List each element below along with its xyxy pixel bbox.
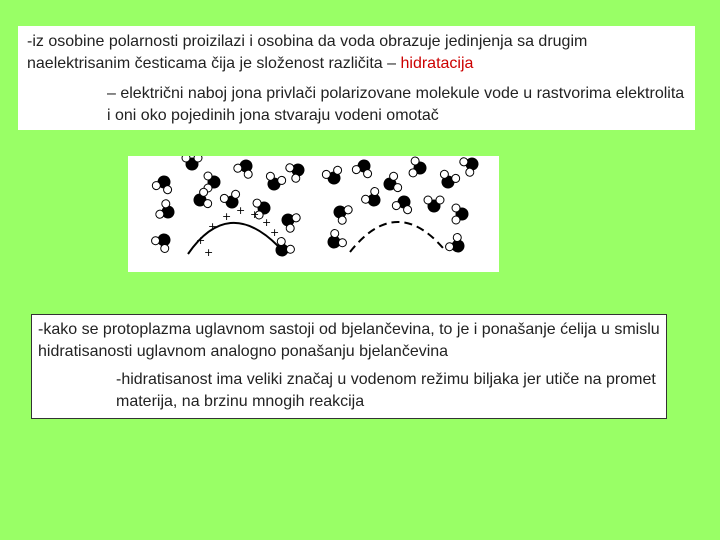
water-molecule	[351, 157, 375, 179]
hydration-figure	[128, 156, 499, 272]
water-molecule	[381, 171, 403, 195]
water-molecule	[151, 173, 175, 195]
water-molecule	[321, 165, 345, 187]
water-molecule	[391, 193, 415, 215]
water-molecule	[437, 169, 461, 191]
plus-charge: +	[222, 210, 232, 223]
top-text-box	[18, 26, 695, 130]
intro-text: -iz osobine polarnosti proizilazi i osobina da voda obrazuje jedinjenja sa drugim naelektrisanim česticama čija je složenost različita –	[27, 33, 588, 72]
water-molecule	[330, 200, 354, 225]
water-molecule	[408, 156, 427, 178]
water-molecule	[284, 158, 308, 183]
water-molecule	[323, 228, 348, 254]
water-molecule	[232, 156, 257, 180]
plus-charge: +	[236, 204, 246, 217]
water-molecule	[154, 198, 178, 223]
plus-charge: +	[196, 234, 206, 247]
protoplasm-paragraph: -kako se protoplazma uglavnom sastoji od bjelančevina, to je i ponašanje ćelija u smislu hidratisanosti uglavnom analogno ponašanju bjelančevina	[38, 321, 660, 360]
hydration-diagram	[128, 156, 499, 272]
plus-charge: +	[262, 216, 272, 229]
plus-charge: +	[204, 246, 214, 259]
water-molecule	[458, 156, 482, 178]
water-molecule	[270, 236, 296, 261]
water-molecule	[182, 156, 202, 170]
plus-charge: +	[208, 220, 218, 233]
hydration-term: hidratacija	[400, 55, 474, 72]
right-water-molecules	[321, 156, 482, 258]
water-molecule	[263, 171, 287, 193]
water-molecule	[150, 229, 176, 254]
left-water-molecules	[150, 156, 308, 261]
plus-charge: +	[270, 226, 280, 239]
plus-charge: +	[250, 208, 260, 221]
ion-charge-paragraph: – električni naboj jona privlači polarizovane molekule vode u rastvorima elektrolita i oni oko pojedinih jona stvaraju vodeni omotač	[107, 85, 685, 124]
intro-paragraph	[27, 31, 686, 75]
water-molecule	[452, 204, 468, 224]
water-molecule	[278, 208, 302, 233]
bottom-text-box	[31, 314, 667, 419]
anion-surface	[350, 222, 443, 252]
water-molecule	[360, 186, 386, 211]
water-molecule	[424, 196, 444, 212]
hydration-importance-paragraph: -hidratisanost ima veliki značaj u vodenom režimu biljaka jer utiče na promet materija, na brzinu mnogih reakcija	[116, 371, 656, 410]
water-molecule	[444, 232, 469, 258]
